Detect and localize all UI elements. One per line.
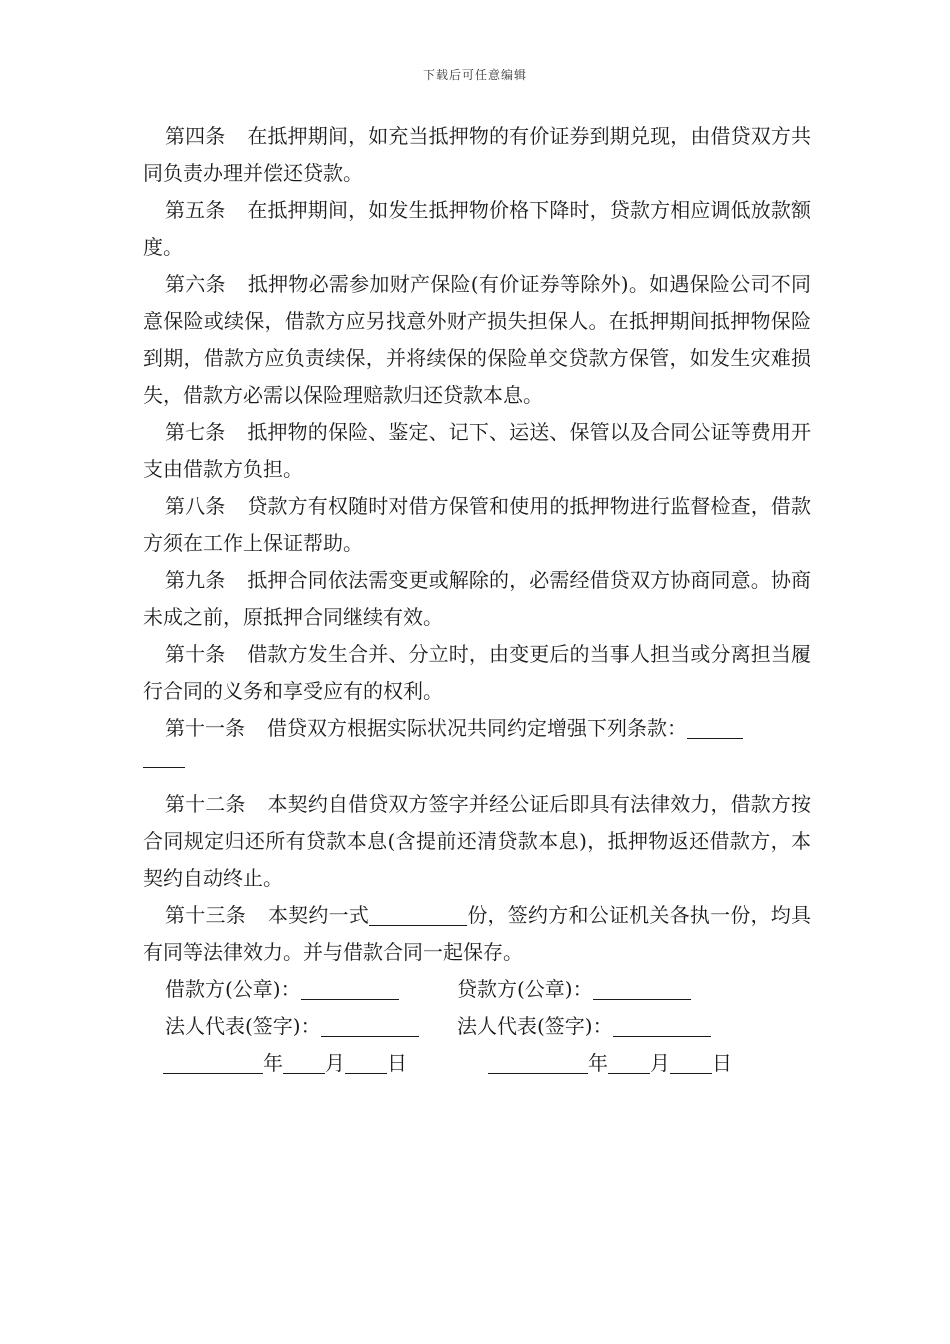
borrower-date [163,1045,407,1082]
date-row [143,1045,811,1082]
day-blank [670,1051,712,1074]
day-label: 日 [712,1051,732,1075]
lender-seal-label: 贷款方(公章)： [457,977,593,1001]
borrower-rep-blank [321,1014,419,1037]
year-label: 年 [588,1051,608,1075]
borrower-rep-label: 法人代表(签字)： [165,1014,321,1038]
year-label: 年 [263,1051,283,1075]
article-7 [143,414,811,488]
article-text: 借贷双方根据实际状况共同约定增强下列条款： [267,716,687,740]
article-number: 第十一条 [165,716,245,740]
lender-rep-blank [613,1014,711,1037]
article-13 [143,897,811,971]
article-number: 第八条 [165,494,226,518]
day-blank [345,1051,387,1074]
borrower-representative [165,1008,419,1045]
month-label: 月 [325,1051,345,1075]
fill-in-blank-continued [143,747,185,768]
lender-rep-label: 法人代表(签字)： [457,1014,613,1038]
borrower-seal-blank [301,977,399,1000]
page-header-note: 下载后可任意编辑 [422,68,527,82]
article-number: 第七条 [165,420,226,444]
article-text: 在抵押期间，如充当抵押物的有价证券到期兑现，由借贷双方共同负责办理并偿还贷款。 [143,124,812,185]
copies-blank [369,903,467,926]
month-label: 月 [650,1051,670,1075]
article-6 [143,266,811,414]
contract-body [143,118,811,1082]
lender-date [488,1045,732,1082]
article-text: 本契约一式 [267,903,370,927]
article-number: 第九条 [165,568,226,592]
article-number: 第十三条 [165,903,246,927]
article-11 [143,710,811,747]
year-blank [488,1051,588,1074]
article-number: 第四条 [165,124,226,148]
article-number: 第十条 [165,642,226,666]
borrower-seal-label: 借款方(公章)： [165,977,301,1001]
seal-row [143,971,811,1008]
article-text: 在抵押期间，如发生抵押物价格下降时，贷款方相应调低放款额度。 [143,198,812,259]
article-text: 抵押物必需参加财产保险(有价证券等除外)。如遇保险公司不同意保险或续保，借款方应另找意外财产损失担保人。在抵押期间抵押物保险到期，借款方应负责续保，并将续保的保险单交贷款方保管，如发生灾难损失，借款方必需以保险理赔款归还贷款本息。 [143,272,811,407]
fill-in-blank [687,716,743,739]
article-8 [143,488,811,562]
article-text: 抵押物的保险、鉴定、记下、运送、保管以及合同公证等费用开支由借款方负担。 [143,420,812,481]
day-label: 日 [387,1051,407,1075]
article-10 [143,636,811,710]
month-blank [283,1051,325,1074]
lender-seal [457,971,691,1008]
article-text: 本契约自借贷双方签字并经公证后即具有法律效力，借款方按合同规定归还所有贷款本息(含提前还清贷款本息)，抵押物返还借款方，本契约自动终止。 [143,792,812,890]
article-12 [143,786,811,897]
representative-row [143,1008,811,1045]
lender-representative [457,1008,711,1045]
article-4 [143,118,811,192]
article-text-continued: 份，签约方和公证机关各执一份，均具有同等法律效力。并与借款合同一起保存。 [143,903,812,964]
month-blank [608,1051,650,1074]
year-blank [163,1051,263,1074]
borrower-seal [165,971,399,1008]
lender-seal-blank [593,977,691,1000]
article-number: 第五条 [165,198,226,222]
article-9 [143,562,811,636]
article-number: 第十二条 [165,792,246,816]
article-5 [143,192,811,266]
article-text: 抵押合同依法需变更或解除的，必需经借贷双方协商同意。协商未成之前，原抵押合同继续有效。 [143,568,812,629]
article-number: 第六条 [165,272,226,296]
article-text: 借款方发生合并、分立时，由变更后的当事人担当或分离担当履行合同的义务和享受应有的权利。 [143,642,812,703]
article-text: 贷款方有权随时对借方保管和使用的抵押物进行监督检查，借款方须在工作上保证帮助。 [143,494,812,555]
